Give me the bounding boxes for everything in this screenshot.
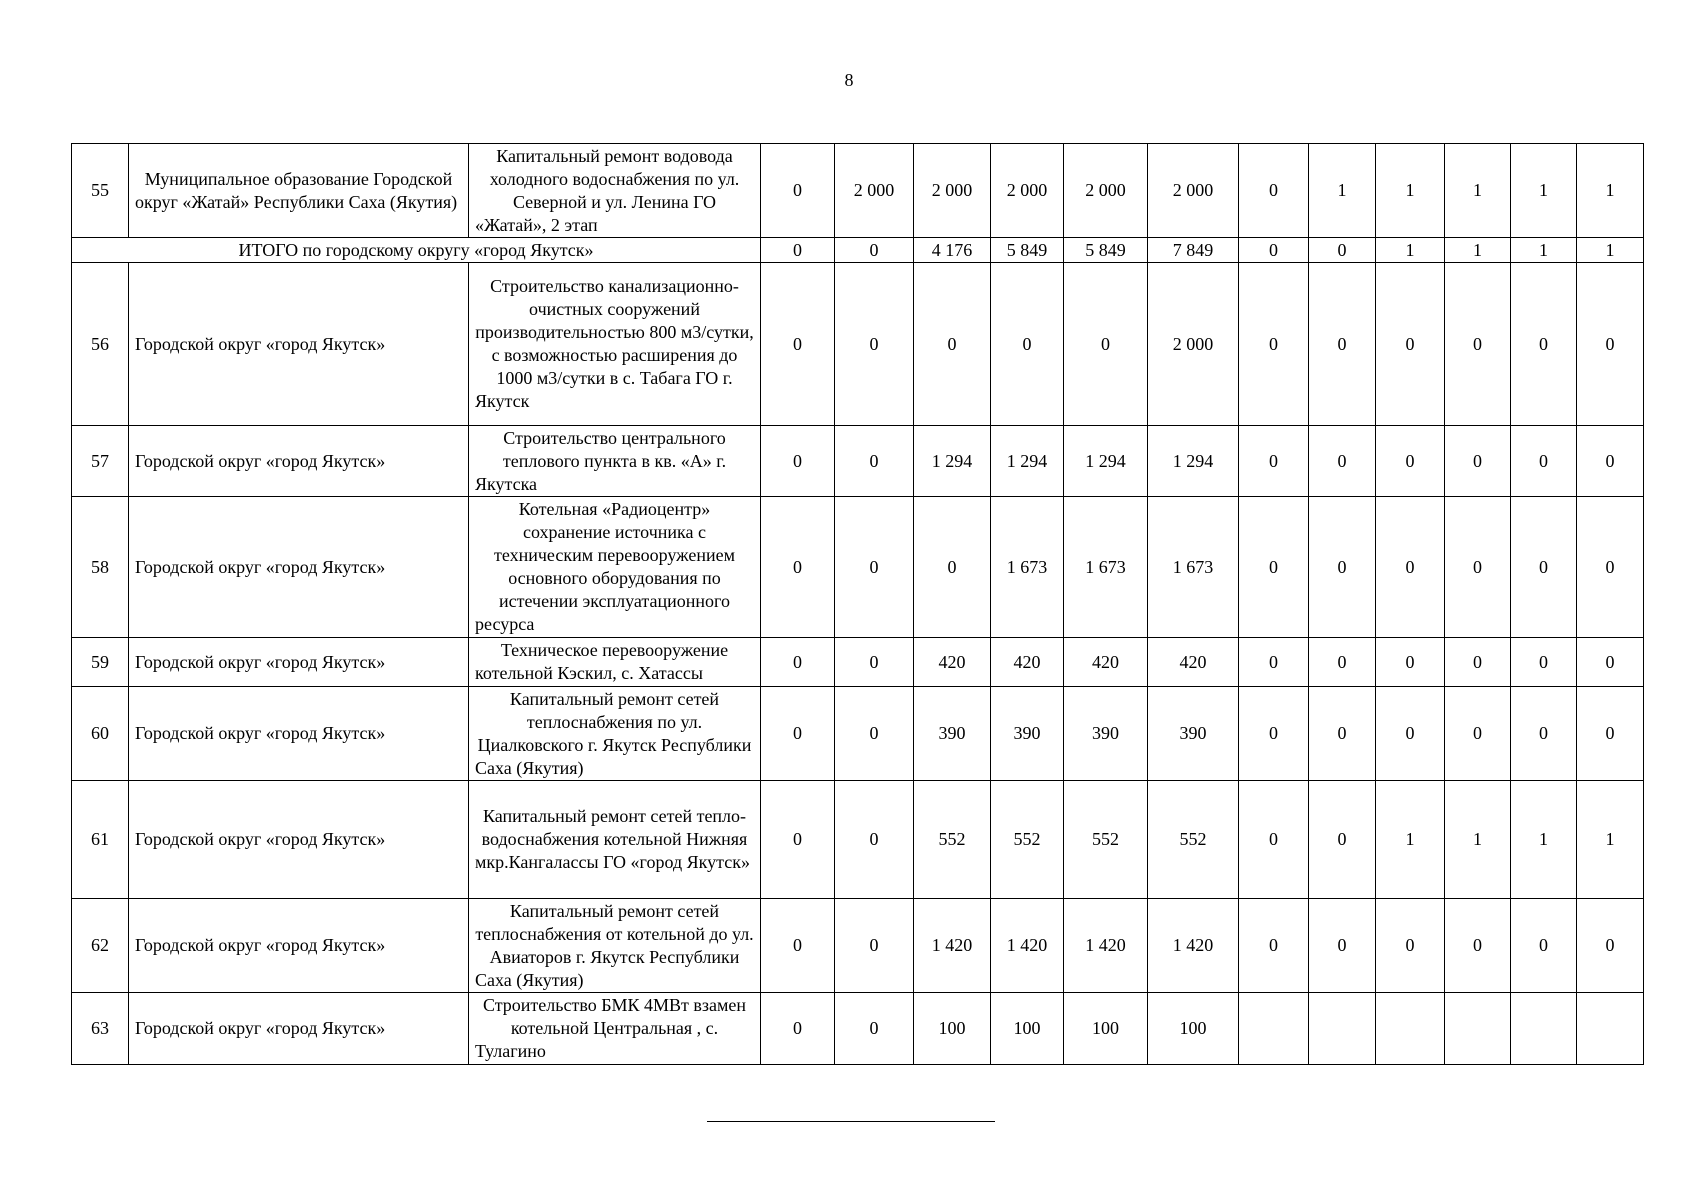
project-description: Техническое перевооружение котельной Кэскил, с. Хатассы [469, 638, 761, 687]
value-cell: 0 [1239, 238, 1309, 263]
value-cell: 0 [1309, 638, 1376, 687]
value-cell: 0 [1239, 144, 1309, 238]
investment-table [71, 143, 1644, 1065]
value-cell: 0 [835, 497, 914, 638]
row-number: 58 [72, 497, 129, 638]
value-cell: 0 [1239, 263, 1309, 426]
value-cell: 1 [1376, 238, 1445, 263]
value-cell: 0 [761, 781, 835, 899]
value-cell: 0 [835, 263, 914, 426]
value-cell [1511, 993, 1577, 1065]
project-description: Строительство БМК 4МВт взамен котельной Центральная , с. Тулагино [469, 993, 761, 1065]
organization-cell: Городской округ «город Якутск» [129, 781, 469, 899]
table-row [72, 899, 1644, 993]
value-cell: 0 [1445, 497, 1511, 638]
project-description: Капитальный ремонт водовода холодного водоснабжения по ул. Северной и ул. Ленина ГО «Жатай», 2 этап [469, 144, 761, 238]
value-cell: 0 [914, 497, 991, 638]
project-description: Капитальный ремонт сетей теплоснабжения по ул. Циалковского г. Якутск Республики Саха (Якутия) [469, 687, 761, 781]
value-cell: 4 176 [914, 238, 991, 263]
value-cell: 1 [1577, 781, 1644, 899]
row-number: 59 [72, 638, 129, 687]
value-cell: 2 000 [835, 144, 914, 238]
value-cell: 0 [1239, 899, 1309, 993]
project-description: Строительство канализационно-очистных сооружений производительностью 800 м3/сутки, с возможностью расширения до 1000 м3/сутки в с. Табага ГО г. Якутск [469, 263, 761, 426]
value-cell: 0 [1376, 687, 1445, 781]
value-cell: 1 [1309, 144, 1376, 238]
value-cell: 0 [1577, 638, 1644, 687]
value-cell: 0 [1376, 426, 1445, 497]
value-cell: 0 [761, 899, 835, 993]
value-cell: 2 000 [1148, 263, 1239, 426]
value-cell: 1 673 [1064, 497, 1148, 638]
value-cell: 0 [1309, 497, 1376, 638]
value-cell: 552 [914, 781, 991, 899]
table-row [72, 687, 1644, 781]
organization-cell: Городской округ «город Якутск» [129, 687, 469, 781]
value-cell: 0 [1445, 263, 1511, 426]
value-cell: 100 [991, 993, 1064, 1065]
table-row [72, 426, 1644, 497]
value-cell: 390 [991, 687, 1064, 781]
value-cell: 1 [1445, 781, 1511, 899]
value-cell: 0 [1239, 638, 1309, 687]
row-number: 57 [72, 426, 129, 497]
value-cell: 0 [1309, 263, 1376, 426]
value-cell: 0 [991, 263, 1064, 426]
value-cell: 7 849 [1148, 238, 1239, 263]
row-number: 55 [72, 144, 129, 238]
page-number: 8 [844, 70, 854, 90]
value-cell: 1 [1511, 781, 1577, 899]
value-cell: 0 [761, 687, 835, 781]
value-cell: 1 [1511, 144, 1577, 238]
row-number: 61 [72, 781, 129, 899]
table-row [72, 993, 1644, 1065]
value-cell: 0 [1376, 497, 1445, 638]
value-cell: 552 [1064, 781, 1148, 899]
value-cell: 0 [1445, 899, 1511, 993]
value-cell: 0 [1239, 497, 1309, 638]
value-cell: 5 849 [991, 238, 1064, 263]
value-cell: 0 [761, 497, 835, 638]
row-number: 63 [72, 993, 129, 1065]
value-cell [1376, 993, 1445, 1065]
value-cell: 0 [1577, 687, 1644, 781]
value-cell: 0 [1239, 687, 1309, 781]
value-cell [1445, 993, 1511, 1065]
value-cell: 0 [1577, 263, 1644, 426]
value-cell: 0 [1309, 238, 1376, 263]
table-row [72, 638, 1644, 687]
organization-cell: Городской округ «город Якутск» [129, 638, 469, 687]
table-body [72, 144, 1644, 1065]
value-cell: 100 [1064, 993, 1148, 1065]
row-number: 56 [72, 263, 129, 426]
value-cell: 0 [1511, 497, 1577, 638]
table-row [72, 263, 1644, 426]
table-row [72, 497, 1644, 638]
value-cell: 0 [1064, 263, 1148, 426]
value-cell: 1 294 [1148, 426, 1239, 497]
row-number: 62 [72, 899, 129, 993]
total-label: ИТОГО по городскому округу «город Якутск» [72, 238, 761, 263]
value-cell: 2 000 [914, 144, 991, 238]
value-cell: 390 [914, 687, 991, 781]
value-cell: 420 [991, 638, 1064, 687]
organization-cell: Городской округ «город Якутск» [129, 497, 469, 638]
value-cell: 420 [914, 638, 991, 687]
value-cell: 0 [1577, 426, 1644, 497]
value-cell: 0 [1445, 426, 1511, 497]
value-cell: 1 673 [1148, 497, 1239, 638]
value-cell: 1 [1445, 238, 1511, 263]
value-cell: 0 [1309, 426, 1376, 497]
value-cell: 100 [914, 993, 991, 1065]
value-cell: 0 [835, 238, 914, 263]
row-number: 60 [72, 687, 129, 781]
value-cell: 0 [1577, 899, 1644, 993]
value-cell: 0 [835, 426, 914, 497]
value-cell: 0 [761, 638, 835, 687]
value-cell: 0 [1376, 263, 1445, 426]
value-cell: 0 [761, 144, 835, 238]
value-cell: 0 [1376, 899, 1445, 993]
value-cell: 0 [835, 993, 914, 1065]
project-description: Капитальный ремонт сетей тепло-водоснабжения котельной Нижняя мкр.Кангалассы ГО «город Якутск» [469, 781, 761, 899]
value-cell: 552 [991, 781, 1064, 899]
value-cell: 1 420 [914, 899, 991, 993]
project-description: Капитальный ремонт сетей теплоснабжения от котельной до ул. Авиаторов г. Якутск Республики Саха (Якутия) [469, 899, 761, 993]
value-cell: 0 [1239, 781, 1309, 899]
value-cell: 1 [1376, 781, 1445, 899]
value-cell: 1 [1376, 144, 1445, 238]
value-cell: 420 [1064, 638, 1148, 687]
value-cell: 0 [835, 638, 914, 687]
value-cell: 0 [761, 263, 835, 426]
value-cell: 0 [1511, 426, 1577, 497]
value-cell: 0 [835, 687, 914, 781]
value-cell: 1 420 [1064, 899, 1148, 993]
value-cell: 0 [1511, 263, 1577, 426]
organization-cell: Городской округ «город Якутск» [129, 993, 469, 1065]
value-cell: 0 [835, 781, 914, 899]
value-cell: 1 [1445, 144, 1511, 238]
value-cell: 0 [835, 899, 914, 993]
value-cell: 0 [1309, 781, 1376, 899]
value-cell: 1 294 [1064, 426, 1148, 497]
value-cell: 0 [1239, 426, 1309, 497]
value-cell: 0 [761, 426, 835, 497]
value-cell: 2 000 [1148, 144, 1239, 238]
organization-cell: Городской округ «город Якутск» [129, 899, 469, 993]
value-cell: 100 [1148, 993, 1239, 1065]
table-row [72, 144, 1644, 238]
value-cell: 2 000 [1064, 144, 1148, 238]
value-cell: 552 [1148, 781, 1239, 899]
value-cell: 0 [761, 993, 835, 1065]
value-cell: 0 [914, 263, 991, 426]
value-cell: 5 849 [1064, 238, 1148, 263]
value-cell: 1 294 [914, 426, 991, 497]
value-cell: 1 [1577, 238, 1644, 263]
value-cell: 1 [1511, 238, 1577, 263]
organization-cell: Муниципальное образование Городской округ «Жатай» Республики Саха (Якутия) [129, 144, 469, 238]
value-cell: 0 [1445, 687, 1511, 781]
value-cell [1239, 993, 1309, 1065]
value-cell: 1 420 [1148, 899, 1239, 993]
value-cell: 1 673 [991, 497, 1064, 638]
value-cell: 420 [1148, 638, 1239, 687]
value-cell: 0 [1445, 638, 1511, 687]
value-cell: 0 [761, 238, 835, 263]
value-cell: 0 [1511, 687, 1577, 781]
value-cell: 2 000 [991, 144, 1064, 238]
end-rule [707, 1121, 995, 1122]
project-description: Строительство центрального теплового пункта в кв. «А» г. Якутска [469, 426, 761, 497]
value-cell: 0 [1309, 687, 1376, 781]
value-cell: 0 [1577, 497, 1644, 638]
value-cell: 1 [1577, 144, 1644, 238]
value-cell: 0 [1309, 899, 1376, 993]
value-cell: 390 [1148, 687, 1239, 781]
value-cell: 0 [1511, 638, 1577, 687]
table-row [72, 781, 1644, 899]
value-cell: 1 420 [991, 899, 1064, 993]
value-cell [1577, 993, 1644, 1065]
organization-cell: Городской округ «город Якутск» [129, 263, 469, 426]
project-description: Котельная «Радиоцентр» сохранение источника с техническим перевооружением основного оборудования по истечении эксплуатационного ресурса [469, 497, 761, 638]
total-row [72, 238, 1644, 263]
value-cell: 0 [1511, 899, 1577, 993]
value-cell: 1 294 [991, 426, 1064, 497]
value-cell: 390 [1064, 687, 1148, 781]
value-cell: 0 [1376, 638, 1445, 687]
value-cell [1309, 993, 1376, 1065]
organization-cell: Городской округ «город Якутск» [129, 426, 469, 497]
